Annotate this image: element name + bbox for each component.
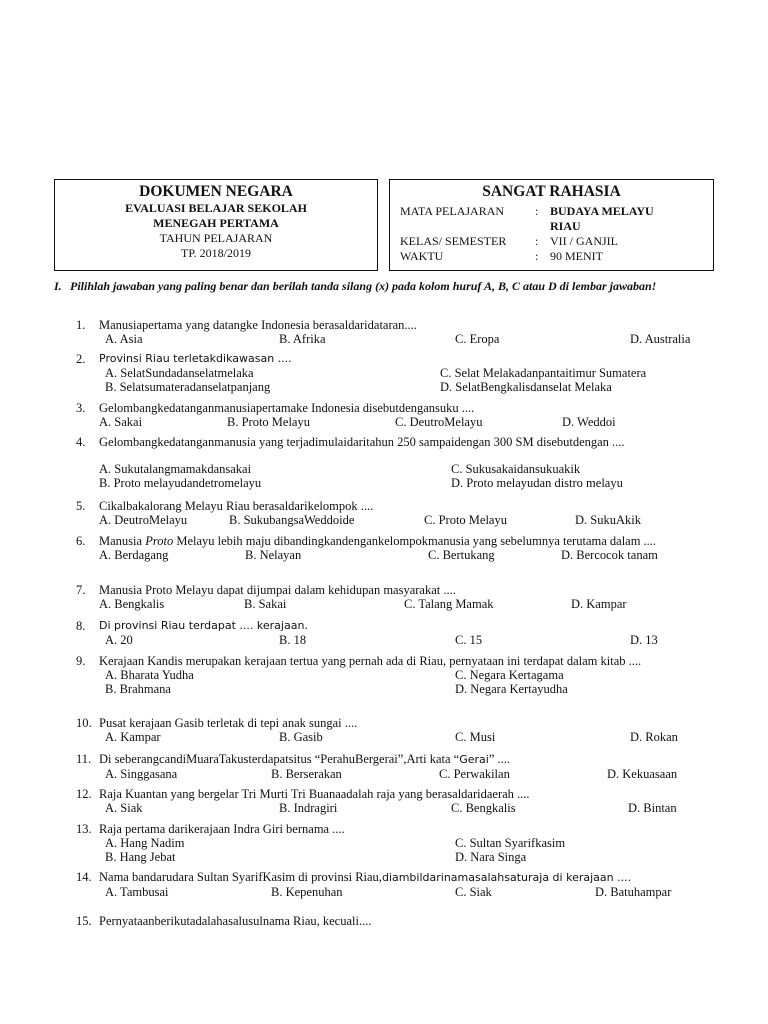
option-b[interactable]: B. SukubangsaWeddoide [229,513,355,527]
question-number: 8. [76,619,86,633]
option-d[interactable]: D. Australia [630,332,691,346]
options-row [99,380,718,394]
option-c[interactable]: C. Perwakilan [439,767,510,781]
options-row [99,415,718,429]
question-text [99,534,718,548]
question-number: 4. [76,435,86,449]
question-2 [76,352,718,394]
question-text [99,870,718,885]
question-text: Di provinsi Riau terdapat .... kerajaan. [99,619,308,632]
option-b[interactable]: B. Indragiri [279,801,338,815]
info-value: VII / GANJIL [550,234,618,248]
option-c[interactable]: C. DeutroMelayu [395,415,483,429]
option-a[interactable]: A. 20 [105,633,133,647]
exam-name-line2: MENEGAH PERTAMA [153,216,279,230]
option-d[interactable]: D. Batuhampar [595,885,672,899]
option-a[interactable]: A. Berdagang [99,548,169,562]
info-row-class [390,234,713,249]
option-d[interactable]: D. Kekuasaan [607,767,678,781]
question-1 [76,318,718,346]
school-year-label: TAHUN PELAJARAN [159,231,273,245]
question-text: Manusiapertama yang datangke Indonesia berasaldaridataran.... [99,318,417,332]
question-text-part: ” .... [488,752,511,766]
options-row [99,548,718,562]
options-row [99,801,718,815]
option-b[interactable]: B. Sakai [244,597,287,611]
options-row [99,885,718,899]
option-b[interactable]: B. Hang Jebat [105,850,176,864]
question-number: 5. [76,499,86,513]
info-label: MATA PELAJARAN [400,204,505,218]
option-d[interactable]: D. Nara Singa [455,850,527,864]
option-a[interactable]: A. Asia [105,332,143,346]
question-number: 11. [76,752,92,766]
options-row [99,332,718,346]
option-b[interactable]: B. Selatsumateradanselatpanjang [105,380,271,394]
option-c[interactable]: C. Talang Mamak [404,597,494,611]
question-number: 6. [76,534,86,548]
question-number: 1. [76,318,86,332]
school-year-value: TP. 2018/2019 [180,246,251,260]
question-13 [76,822,718,864]
option-d[interactable]: D. Negara Kertayudha [455,682,568,696]
info-label: WAKTU [400,249,444,263]
question-text: Kerajaan Kandis merupakan kerajaan tertua yang pernah ada di Riau, pernyataan ini terdapat dalam kitab .... [99,654,642,668]
question-number: 10. [76,716,92,730]
question-number: 12. [76,787,92,801]
option-a[interactable]: A. Hang Nadim [105,836,185,850]
instruction-number: I. [54,279,62,293]
option-d[interactable]: D. 13 [630,633,658,647]
option-c[interactable]: C. Bertukang [428,548,495,562]
info-row-subject-cont [390,219,713,234]
info-colon: : [535,249,539,263]
question-number: 7. [76,583,86,597]
option-c[interactable]: C. Sukusakaidansukuakik [451,462,581,476]
option-a[interactable]: A. Sakai [99,415,143,429]
option-b[interactable]: B. Nelayan [245,548,302,562]
info-row-time [390,249,713,264]
question-text: Pusat kerajaan Gasib terletak di tepi anak sungai .... [99,716,358,730]
option-b[interactable]: B. Proto Melayu [227,415,310,429]
options-row [99,513,718,527]
document-title: DOKUMEN NEGARA [139,183,293,200]
option-c[interactable]: C. Musi [455,730,496,744]
option-a[interactable]: A. Kampar [105,730,161,744]
option-d[interactable]: D. Proto melayudan distro melayu [451,476,623,490]
question-number: 13. [76,822,92,836]
info-value: RIAU [550,219,581,233]
question-7 [76,583,718,611]
info-colon: : [535,234,539,248]
options-row [99,462,718,476]
option-c[interactable]: C. Bengkalis [451,801,516,815]
option-a[interactable]: A. Siak [105,801,143,815]
question-11 [76,752,718,781]
options-row [99,682,718,696]
question-text-part: Nama bandarudara Sultan SyarifKasim di provinsi Riau, [99,870,382,884]
question-number: 3. [76,401,86,415]
options-row [99,668,718,682]
option-b[interactable]: B. Proto melayudandetromelayu [99,476,262,490]
options-row [99,730,718,744]
option-d[interactable]: D. SukuAkik [575,513,641,527]
question-text: Gelombangkedatanganmanusiapertamake Indonesia disebutdengansuku .... [99,401,475,415]
question-text-sans: diambildarinamasalahsaturaja di kerajaan .... [381,871,632,884]
option-a[interactable]: A. Sukutalangmamakdansakai [99,462,252,476]
info-label: KELAS/ SEMESTER [400,234,507,248]
option-c[interactable]: C. Sultan Syarifkasim [455,836,566,850]
option-c[interactable]: C. 15 [455,633,483,647]
option-b[interactable]: B. Berserakan [271,767,342,781]
option-d[interactable]: D. SelatBengkalisdanselat Melaka [440,380,612,394]
option-a[interactable]: A. Singgasana [105,767,178,781]
info-colon: : [535,204,539,218]
question-14 [76,870,718,899]
question-9 [76,654,718,696]
options-row [99,476,718,490]
header-right-box [389,179,714,271]
question-3 [76,401,718,429]
option-b[interactable]: B. Afrika [279,332,326,346]
question-text-part: Melayu lebih maju dibandingkandengankelompokmanusia yang sebelumnya terutama dalam .... [173,534,657,548]
question-number: 9. [76,654,86,668]
question-text-part: Di seberangcandiMuaraTakusterdapatsitus “PerahuBergerai”,Arti kata “ [99,752,460,766]
question-text [99,752,718,767]
option-c[interactable]: C. Siak [455,885,492,899]
question-15 [76,914,718,928]
classification-title: SANGAT RAHASIA [482,183,621,200]
question-number: 2. [76,352,86,366]
option-c[interactable]: C. Eropa [455,332,500,346]
option-d[interactable]: D. Bintan [628,801,677,815]
question-number: 14. [76,870,92,884]
option-b[interactable]: B. Brahmana [105,682,171,696]
option-a[interactable]: A. DeutroMelayu [99,513,188,527]
option-d[interactable]: D. Bercocok tanam [561,548,658,562]
question-text: Cikalbakalorang Melayu Riau berasaldarikelompok .... [99,499,374,513]
option-d[interactable]: D. Kampar [571,597,627,611]
info-row-subject [390,204,713,219]
question-12 [76,787,718,815]
options-row [99,366,718,380]
question-text: Manusia Proto Melayu dapat dijumpai dalam kehidupan masyarakat .... [99,583,456,597]
question-text: Pernyataanberikutadalahasalusulnama Riau, kecuali.... [99,914,372,928]
question-6 [76,534,718,562]
question-text: Provinsi Riau terletakdikawasan .... [99,352,292,365]
question-text: Gelombangkedatanganmanusia yang terjadimulaidaritahun 250 sampaidengan 300 SM disebutdengan .... [99,435,625,449]
question-text-italic: Proto [145,534,174,548]
option-c[interactable]: C. Proto Melayu [424,513,507,527]
question-8 [76,619,718,647]
info-value: 90 MENIT [550,249,603,263]
options-row [99,597,718,611]
option-a[interactable]: A. Bengkalis [99,597,165,611]
question-text: Raja pertama darikerajaan Indra Giri bernama .... [99,822,345,836]
question-number: 15. [76,914,92,928]
option-d[interactable]: D. Weddoi [562,415,616,429]
option-b[interactable]: B. Gasib [279,730,323,744]
option-b[interactable]: B. 18 [279,633,307,647]
options-row [99,850,718,864]
question-text-part: Manusia [99,534,146,548]
options-row [99,767,718,781]
option-c[interactable]: C. Selat Melakadanpantaitimur Sumatera [440,366,647,380]
option-d[interactable]: D. Rokan [630,730,678,744]
info-value: BUDAYA MELAYU [550,204,654,218]
question-text-sans: Gerai [459,753,489,766]
question-4 [76,435,718,490]
header-left-box [54,179,378,271]
options-row [99,633,718,647]
question-10 [76,716,718,744]
question-text: Raja Kuantan yang bergelar Tri Murti Tri Buanaadalah raja yang berasaldaridaerah .... [99,787,530,801]
option-a[interactable]: A. SelatSundadanselatmelaka [105,366,254,380]
options-row [99,836,718,850]
option-a[interactable]: A. Tambusai [105,885,169,899]
option-a[interactable]: A. Bharata Yudha [105,668,194,682]
option-b[interactable]: B. Kepenuhan [271,885,343,899]
instruction-text: Pilihlah jawaban yang paling benar dan berilah tanda silang (x) pada kolom huruf A, B, C atau D di lembar jawaban! [70,279,657,293]
question-5 [76,499,718,527]
instruction [54,276,718,296]
exam-name-line1: EVALUASI BELAJAR SEKOLAH [125,201,307,215]
option-c[interactable]: C. Negara Kertagama [455,668,564,682]
